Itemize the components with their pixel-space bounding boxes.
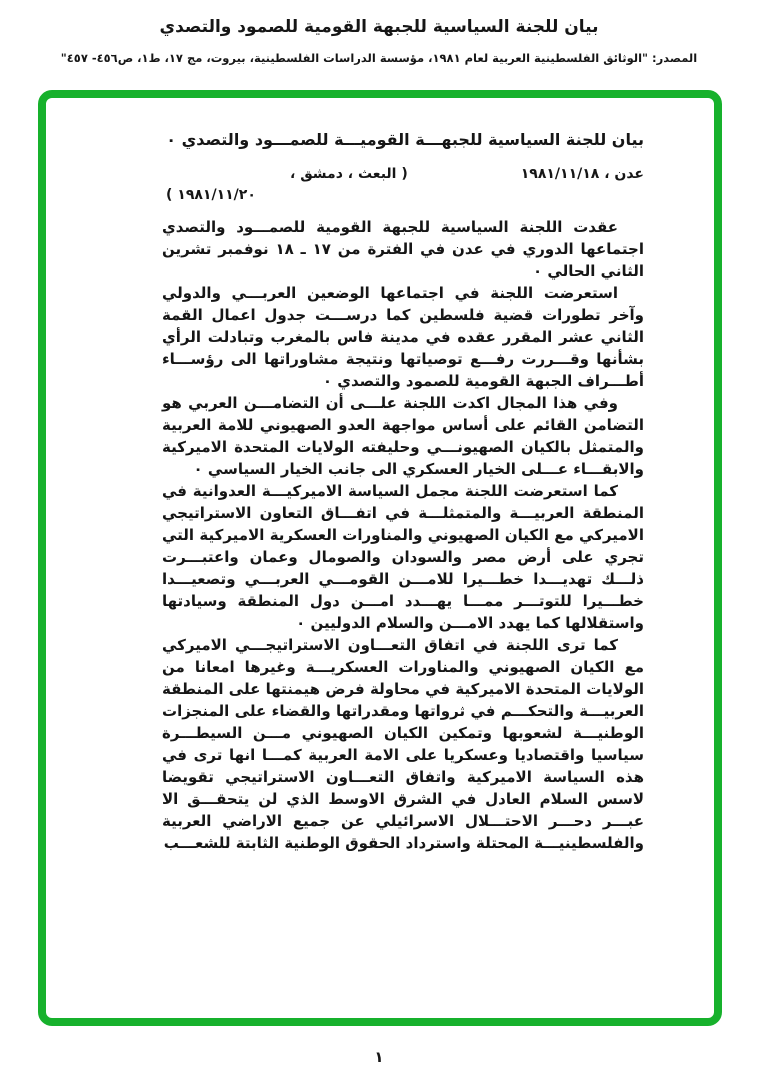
paragraph-2: استعرضت اللجنة في اجتماعها الوضعين العربـــي والدولي وآخر تطورات قضية فلسطين كما درســـت جدول اعمال القمة الثاني عشر المقرر عقده في مدينة فاس بالمغرب وتبادلت الرأي بشأنها وقـــررت رفـــع توصياتها ونتيجة مشاوراتها الى رؤســـاء أطـــراف الجبهة القومية للصمود والتصدي ٠ [162,284,644,390]
dateline-publication: ( البعث ، دمشق ، [290,166,408,182]
green-frame [38,90,722,1026]
paragraph-5: كما ترى اللجنة في اتفاق التعـــاون الاستراتيجـــي الاميركي مع الكيان الصهيوني والمناورات العسكريـــة وغيرها امعانا من الولايات المتحدة الاميركية في محاولة فرض هيمنتها على المنطقة العربيـــة والتحكـــم في ثرواتها ومقدراتها والقضاء على المنجزات الوطنيـــة لشعوبها وتمكين الكيان الصهيوني مـــن السيطـــرة سياسيا واقتصاديا وعسكريا على الامة العربية كمـــا انها ترى في هذه السياسة الاميركية واتفاق التعـــاون الاستراتيجي تقويضا لاسس السلام العادل في الشرق الاوسط الذي لن يتحقـــق الا عبـــر دحـــر الاحتـــلال الاسرائيلي عن جميع الاراضي العربية والفلسطينيـــة المحتلة واسترداد الحقوق الوطنية الثابتة للشعـــب [162,636,644,852]
paragraph-3: وفي هذا المجال اكدت اللجنة علـــى أن التضامـــن العربي هو التضامن القائم على أساس مواجهة العدو الصهيوني للامة العربية والمتمثل بالكيان الصهيونـــي وحليفته الولايات المتحدة الاميركية والابقـــاء عـــلى الخيار العسكري الى جانب الخيار السياسي ٠ [162,394,644,478]
paragraph-4: كما استعرضت اللجنة مجمل السياسة الاميركيـــة العدوانية في المنطقة العربيـــة والمتمثلـــة في اتفـــاق التعاون الاستراتيجي الاميركي مع الكيان الصهيوني والمناورات العسكرية الاميركية التي تجري على أرض مصر والسودان والصومال وعمان واعتبـــرت ذلـــك تهديـــدا خطـــيرا للامـــن القومـــي العربـــي وتصعيـــدا خطـــيرا للتوتـــر ممـــا يهـــدد امـــن دول المنطقة وسيادتها واستقلالها كما يهدد الامـــن والسلام الدوليين ٠ [162,482,644,632]
paragraph-1: عقدت اللجنة السياسية للجبهة القومية للصمـــود والتصدي اجتماعها الدوري في عدن في الفترة من ١٧ ـ ١٨ نوفمبر تشرين الثاني الحالي ٠ [162,218,645,280]
page-number: ١ [374,1048,384,1066]
dateline [162,164,644,206]
document-body [162,126,644,854]
page-header-title: بيان للجنة السياسية للجبهة القومية للصمود والتصدي [159,17,599,37]
statement-title: بيان للجنة السياسية للجبهـــة القوميـــة للصمـــود والتصدي ٠ [166,130,644,149]
dateline-publication-date: ١٩٨١/١١/٢٠ ) [166,187,256,203]
dateline-place-date: عدن ، ١٩٨١/١١/١٨ [520,166,644,182]
source-citation: المصدر: "الوثائق الفلسطينية العربية لعام ١٩٨١، مؤسسة الدراسات الفلسطينية، بيروت، مج ١٧، ط١، ص٤٥٦- ٤٥٧" [60,51,698,65]
